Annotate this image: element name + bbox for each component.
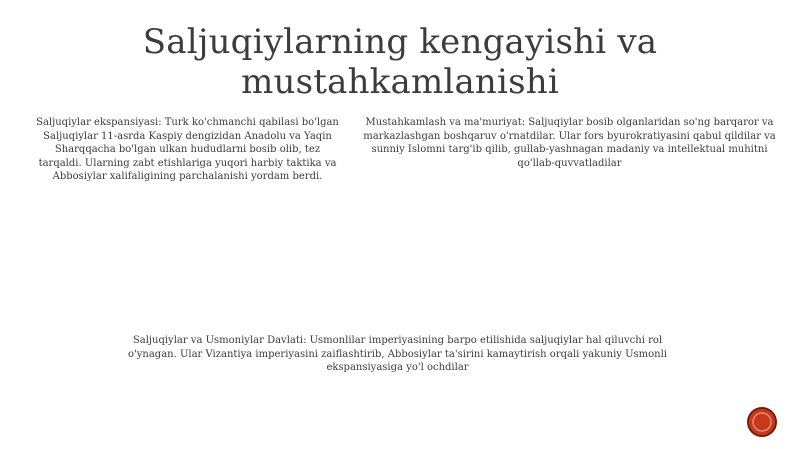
administration-text: Mustahkamlash va ma'muriyat: Saljuqiylar bosib olganlaridan so'ng barqaror va markazlashgan boshqaruv o'rnatdilar. Ular fors byurokratiyasini qabul qildilar va sunniy Islomni targ'ib qilib, gullab-yashnagan madaniy va intellektual muhitni qo'llab-quvvatladilar (363, 117, 776, 169)
expansion-text: Saljuqiylar ekspansiyasi: Turk ko'chmanchi qabilasi bo'lgan Saljuqiylar 11-asrda Kaspiy dengizidan Anadolu va Yaqin Sharqqacha bo'lgan ulkan hududlarni bosib olib, tez tarqaldi. Ularning zabt etishlariga yuqori harbiy taktika va Abbosiylar xalifaligining parchalanishi yordam berdi. (36, 117, 339, 182)
slide-title: Saljuqiylarning kengayishi va mustahkamlanishi (142, 22, 658, 102)
next-slide-button[interactable] (747, 407, 777, 437)
ottoman-text: Saljuqiylar va Usmoniylar Davlati: Usmonlilar imperiyasining barpo etilishida saljuqiylar hal qiluvchi rol o'ynagan. Ular Vizantiya imperiyasini zaiflashtirib, Abbosiylar ta'sirini kamaytirish orqali yakuniy Usmonli ekspansiyasiga yo'l ochdilar (127, 335, 668, 373)
circle-nav-icon (751, 411, 773, 433)
